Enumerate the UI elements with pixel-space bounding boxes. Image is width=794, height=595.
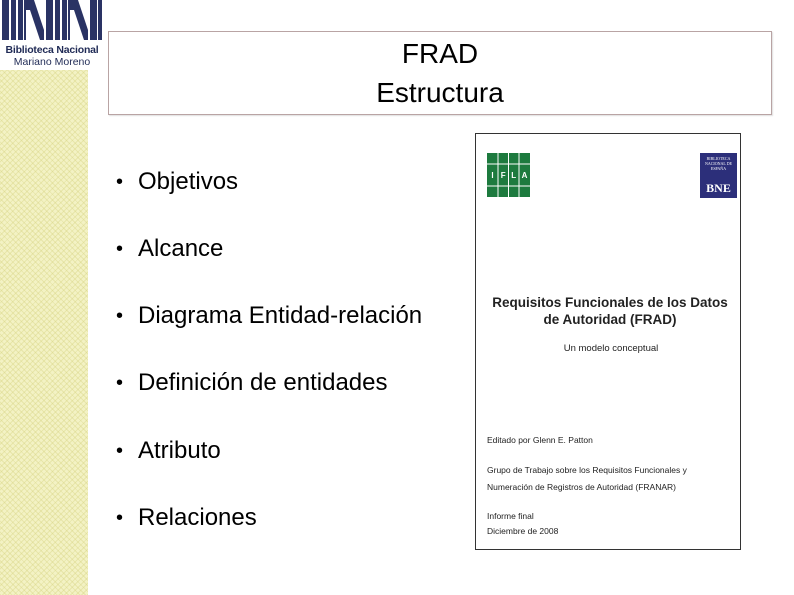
- logo-subtitle: Mariano Moreno: [13, 56, 91, 68]
- ifla-logo: [487, 153, 530, 197]
- ifla-logo-icon: [487, 153, 530, 197]
- cover-editor: Editado por Glenn E. Patton: [487, 435, 593, 445]
- cover-date: Diciembre de 2008: [487, 526, 559, 536]
- bullet-text: Objetivos: [138, 168, 239, 195]
- svg-text:A: A: [521, 171, 528, 180]
- cover-group-line2: Numeración de Registros de Autoridad (FRANAR): [487, 482, 676, 492]
- bullet-dot-icon: •: [116, 440, 124, 462]
- bullet-dot-icon: •: [116, 305, 124, 327]
- bullet-item: [116, 235, 223, 263]
- slide-title-box: [108, 31, 772, 115]
- bullet-item: [116, 302, 422, 330]
- svg-text:F: F: [500, 171, 506, 180]
- logo-name: Biblioteca Nacional: [5, 44, 99, 56]
- bullet-dot-icon: •: [116, 372, 124, 394]
- svg-text:I: I: [491, 171, 494, 180]
- svg-text:L: L: [511, 171, 517, 180]
- bullet-item: [116, 437, 221, 465]
- bullet-text: Relaciones: [138, 504, 257, 531]
- slide-title: FRAD: [401, 38, 479, 69]
- bne-logo: [700, 153, 737, 198]
- bne-logo-caption: BIBLIOTECA NACIONAL DE ESPAÑA: [704, 156, 733, 171]
- decorative-side-strip: [0, 70, 88, 595]
- bullet-text: Diagrama Entidad-relación: [138, 302, 423, 329]
- bullet-dot-icon: •: [116, 238, 124, 260]
- bullet-dot-icon: •: [116, 171, 124, 193]
- biblioteca-nacional-logo: [0, 0, 104, 70]
- slide-subtitle: Estructura: [376, 77, 504, 108]
- bullet-text: Alcance: [138, 235, 224, 262]
- bne-logo-text: BNE: [706, 181, 731, 195]
- bullet-text: Atributo: [138, 437, 221, 464]
- bullet-text: Definición de entidades: [138, 369, 388, 396]
- cover-subtitle: Un modelo conceptual: [563, 343, 659, 354]
- bullet-item: [116, 369, 388, 397]
- cover-title: Requisitos Funcionales de los Datos de Autoridad (FRAD): [492, 295, 728, 327]
- logo-mark-icon: [0, 0, 104, 44]
- bullet-item: [116, 168, 238, 196]
- cover-report: Informe final: [487, 511, 534, 521]
- report-cover-image: [475, 133, 741, 550]
- cover-group-line1: Grupo de Trabajo sobre los Requisitos Funcionales y: [487, 465, 687, 475]
- bullet-item: [116, 504, 257, 532]
- bullet-dot-icon: •: [116, 507, 124, 529]
